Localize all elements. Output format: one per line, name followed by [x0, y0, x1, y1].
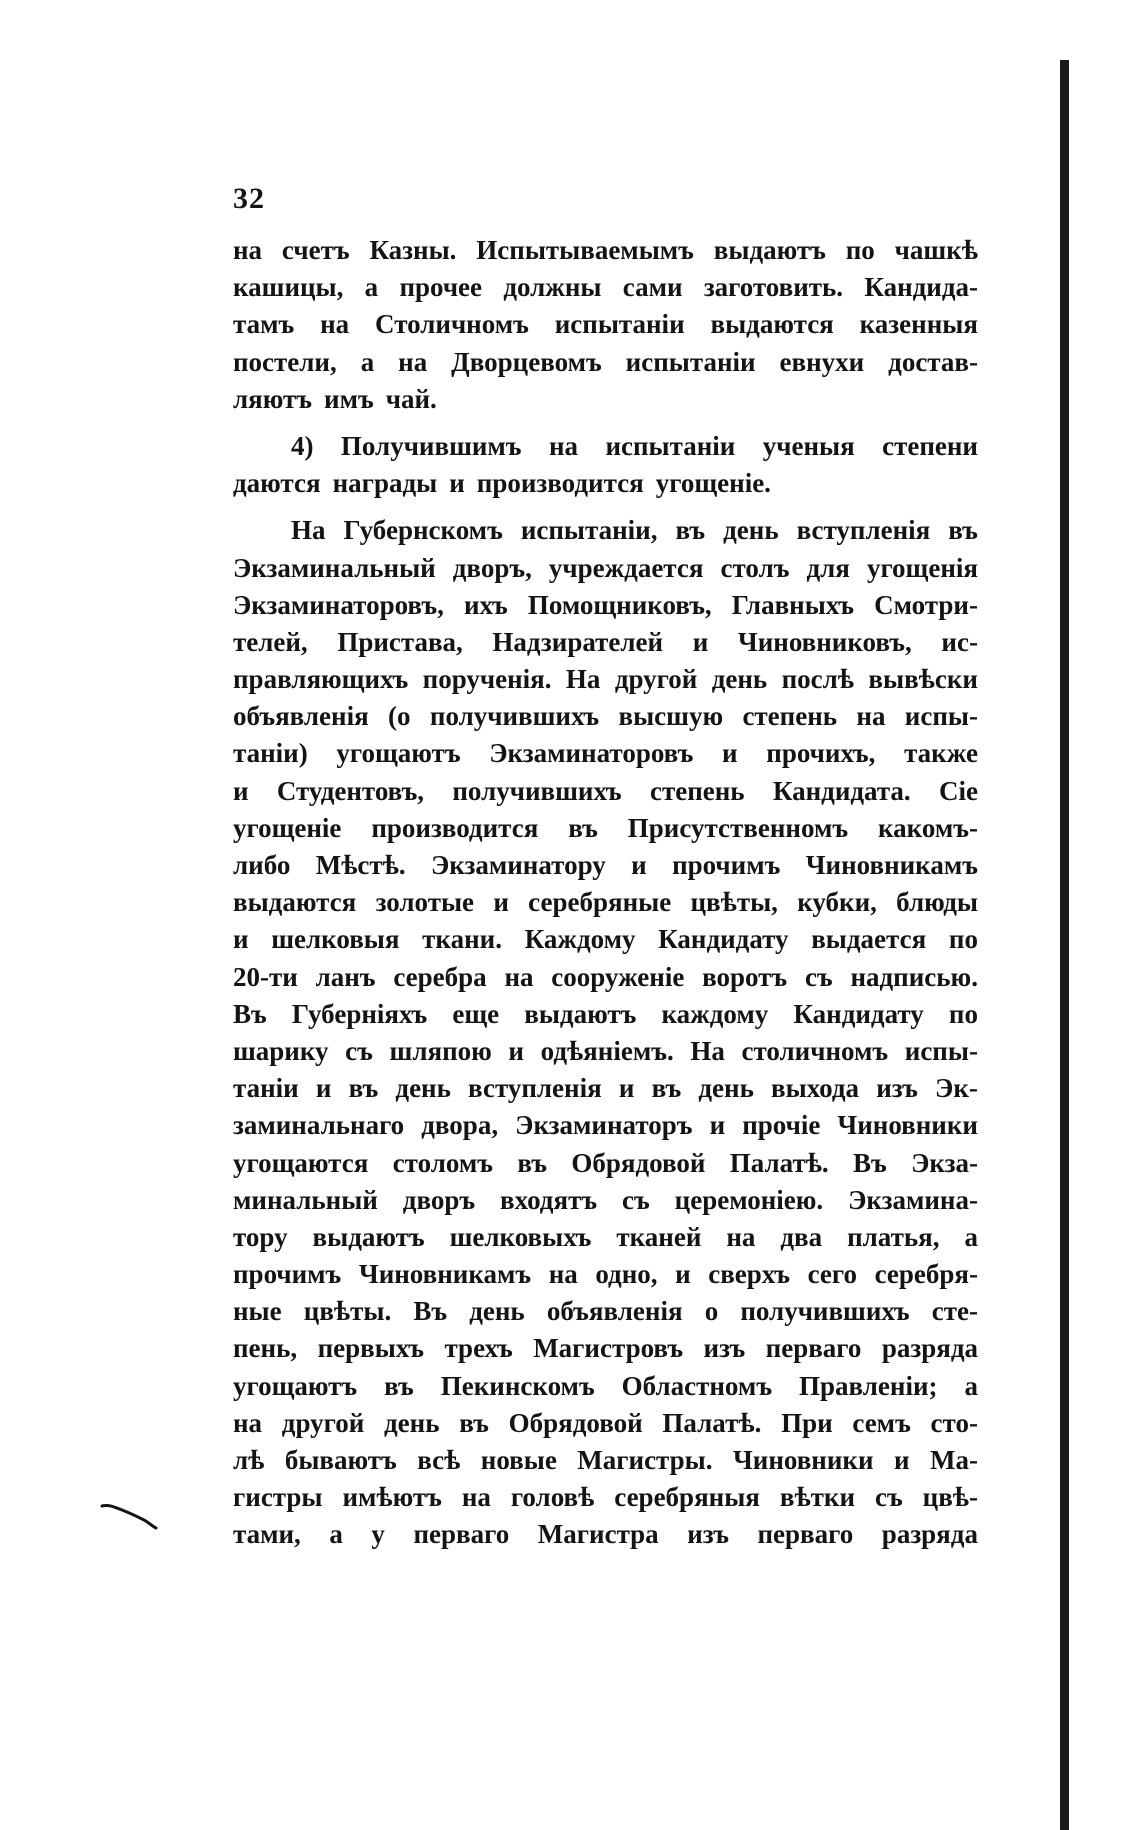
text-line: ные цвѣты. Въ день объявленія о получившихъ сте- [233, 1296, 978, 1327]
text-line: постели, а на Дворцевомъ испытаніи евнухи достав- [233, 346, 978, 377]
text-line: 20-ти ланъ серебра на сооруженіе воротъ съ надписью. [233, 961, 978, 992]
text-line: шарику съ шляпою и одѣяніемъ. На столичномъ испы- [233, 1035, 978, 1066]
text-line: кашицы, а прочее должны сами заготовить. Кандида- [233, 272, 978, 303]
text-line: На Губернскомъ испытаніи, въ день вступленія въ [291, 515, 978, 546]
text-line: правляющихъ порученія. На другой день послѣ вывѣски [233, 664, 978, 695]
text-line: выдаются золотые и серебряные цвѣты, кубки, блюды [233, 887, 978, 918]
text-line: 4) Получившимъ на испытаніи ученыя степени [291, 430, 978, 461]
text-line: и Студентовъ, получившихъ степень Кандидата. Сіе [233, 775, 978, 806]
text-line: на другой день въ Обрядовой Палатѣ. При семъ сто- [233, 1407, 978, 1438]
ink-mark-icon [100, 1500, 160, 1530]
text-line: гистры имѣютъ на головѣ серебряныя вѣтки съ цвѣ- [233, 1482, 978, 1513]
text-line: на счетъ Казны. Испытываемымъ выдаютъ по чашкѣ [233, 235, 978, 265]
page-number: 32 [233, 182, 265, 215]
text-line: Въ Губерніяхъ еще выдаютъ каждому Кандидату по [233, 998, 978, 1029]
text-line: тамъ на Столичномъ испытаніи выдаются казенныя [233, 309, 978, 340]
text-line: пень, первыхъ трехъ Магистровъ изъ перваго разряда [233, 1333, 978, 1364]
text-line: и шелковыя ткани. Каждому Кандидату выдается по [233, 924, 978, 955]
text-line: лѣ бываютъ всѣ новые Магистры. Чиновники и Ма- [233, 1445, 978, 1475]
text-line: Экзаминальный дворъ, учреждается столъ для угощенія [233, 552, 978, 583]
page-binding-edge [1060, 60, 1069, 1830]
text-line: Экзаминаторовъ, ихъ Помощниковъ, Главныхъ Смотри- [233, 589, 978, 620]
text-line: заминальнаго двора, Экзаминаторъ и прочіе Чиновники [233, 1110, 978, 1141]
text-line: таніи) угощаютъ Экзаминаторовъ и прочихъ, также [233, 738, 978, 769]
text-line: тами, а у перваго Магистра изъ перваго разряда [233, 1519, 978, 1550]
text-line: даются награды и производится угощеніе. [233, 468, 771, 499]
text-line: прочимъ Чиновникамъ на одно, и сверхъ сего серебря- [233, 1259, 978, 1290]
text-line: либо Мѣстѣ. Экзаминатору и прочимъ Чиновникамъ [233, 850, 978, 880]
text-line: угощаютъ въ Пекинскомъ Областномъ Правленіи; а [233, 1370, 978, 1401]
text-line: угощаются столомъ въ Обрядовой Палатѣ. Въ Экза- [233, 1147, 978, 1178]
text-line: телей, Пристава, Надзирателей и Чиновниковъ, ис- [233, 626, 978, 657]
text-line: минальный дворъ входятъ съ церемоніею. Экзамина- [233, 1184, 978, 1215]
paragraph [233, 512, 978, 1553]
text-line: таніи и въ день вступленія и въ день выхода изъ Эк- [233, 1073, 978, 1104]
text-line: ляютъ имъ чай. [233, 383, 437, 414]
text-line: объявленія (о получившихъ высшую степень на испы- [233, 701, 978, 732]
paragraph [233, 428, 978, 502]
text-line: угощеніе производится въ Присутственномъ какомъ- [233, 812, 978, 843]
text-line: тору выдаютъ шелковыхъ тканей на два платья, а [233, 1221, 978, 1252]
paragraph [233, 232, 978, 418]
body-text [233, 232, 978, 1554]
